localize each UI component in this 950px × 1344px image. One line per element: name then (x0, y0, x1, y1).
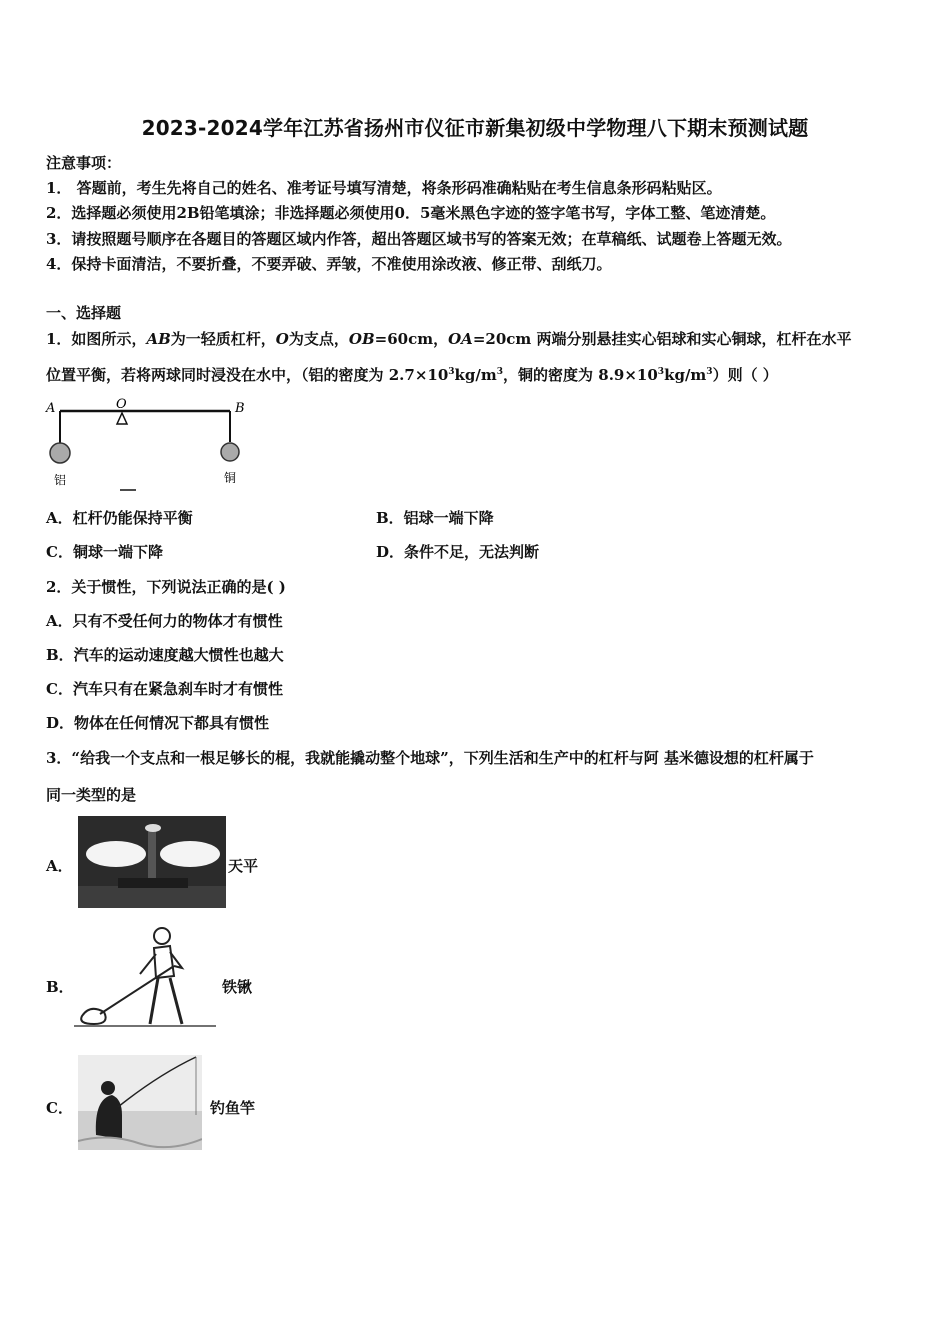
q2-stem: 2．关于惯性，下列说法正确的是( ) (46, 578, 286, 596)
q1-stem-line1: 1．如图所示，AB为一轻质杠杆，O为支点，OB=60cm，OA=20cm 两端分别悬挂实心铝球和实心铜球，杠杆在水平 (46, 330, 852, 348)
q3-option-c-caption: 钓鱼竿 (210, 1099, 256, 1117)
q3-option-a-letter: A． (46, 857, 73, 875)
q2-option-a: A．只有不受任何力的物体才有惯性 (46, 612, 283, 630)
notice-heading: 注意事项： (46, 154, 122, 172)
aluminum-ball (50, 443, 70, 463)
q2-option-b: B．汽车的运动速度越大惯性也越大 (46, 646, 284, 664)
fishing-rod-image (78, 1055, 202, 1150)
notice-item-1: 1． 答题前，考生先将自己的姓名、准考证号填写清楚，将条形码准确粘贴在考生信息条形码粘贴区。 (46, 179, 722, 197)
page-title: 2023-2024学年江苏省扬州市仪征市新集初级中学物理八下期末预测试题 (141, 116, 809, 140)
section-heading: 一、选择题 (46, 304, 122, 322)
notice-item-4: 4．保持卡面清洁，不要折叠，不要弄破、弄皱，不准使用涂改液、修正带、刮纸刀。 (46, 255, 612, 273)
q3-stem-line2: 同一类型的是 (46, 786, 137, 804)
q3-option-c-letter: C． (46, 1099, 73, 1117)
notice-item-3: 3．请按照题号顺序在各题目的答题区域内作答，超出答题区域书写的答案无效；在草稿纸、试题卷上答题无效。 (46, 230, 792, 248)
fulcrum-icon (117, 413, 127, 424)
label-o: O (116, 397, 127, 412)
label-a: A (46, 401, 56, 416)
copper-label: 铜 (224, 471, 237, 485)
aluminum-label: 铝 (54, 473, 67, 487)
q2-option-d: D．物体在任何情况下都具有惯性 (46, 714, 270, 732)
q1-option-a: A．杠杆仍能保持平衡 (46, 509, 193, 527)
q2-option-c: C．汽车只有在紧急刹车时才有惯性 (46, 680, 283, 698)
q1-stem-line2: 位置平衡，若将两球同时浸没在水中，（铝的密度为 $2.7\times 10^3kg/m^3$，铜的密度为 $8.9\times 10^3kg/m^3$）则（ ） (46, 366, 778, 384)
shovel-image (70, 924, 220, 1030)
lever-diagram (40, 394, 255, 494)
q3-option-b-letter: B． (46, 978, 74, 996)
q1-option-b: B．铝球一端下降 (376, 509, 494, 527)
label-b: B (235, 401, 245, 416)
q3-option-a-caption: 天平 (228, 857, 259, 875)
notice-item-2: 2．选择题必须使用2B铅笔填涂；非选择题必须使用0．5毫米黑色字迹的签字笔书写，字体工整、笔迹清楚。 (46, 204, 776, 222)
balance-image (78, 816, 226, 908)
q1-option-d: D．条件不足，无法判断 (376, 543, 540, 561)
q3-option-b-caption: 铁锹 (222, 978, 253, 996)
q1-option-c: C．铜球一端下降 (46, 543, 163, 561)
q3-stem-line1: 3．“给我一个支点和一根足够长的棍，我就能撬动整个地球”，下列生活和生产中的杠杆与阿 基米德设想的杠杆属于 (46, 749, 814, 767)
copper-ball (221, 443, 239, 461)
